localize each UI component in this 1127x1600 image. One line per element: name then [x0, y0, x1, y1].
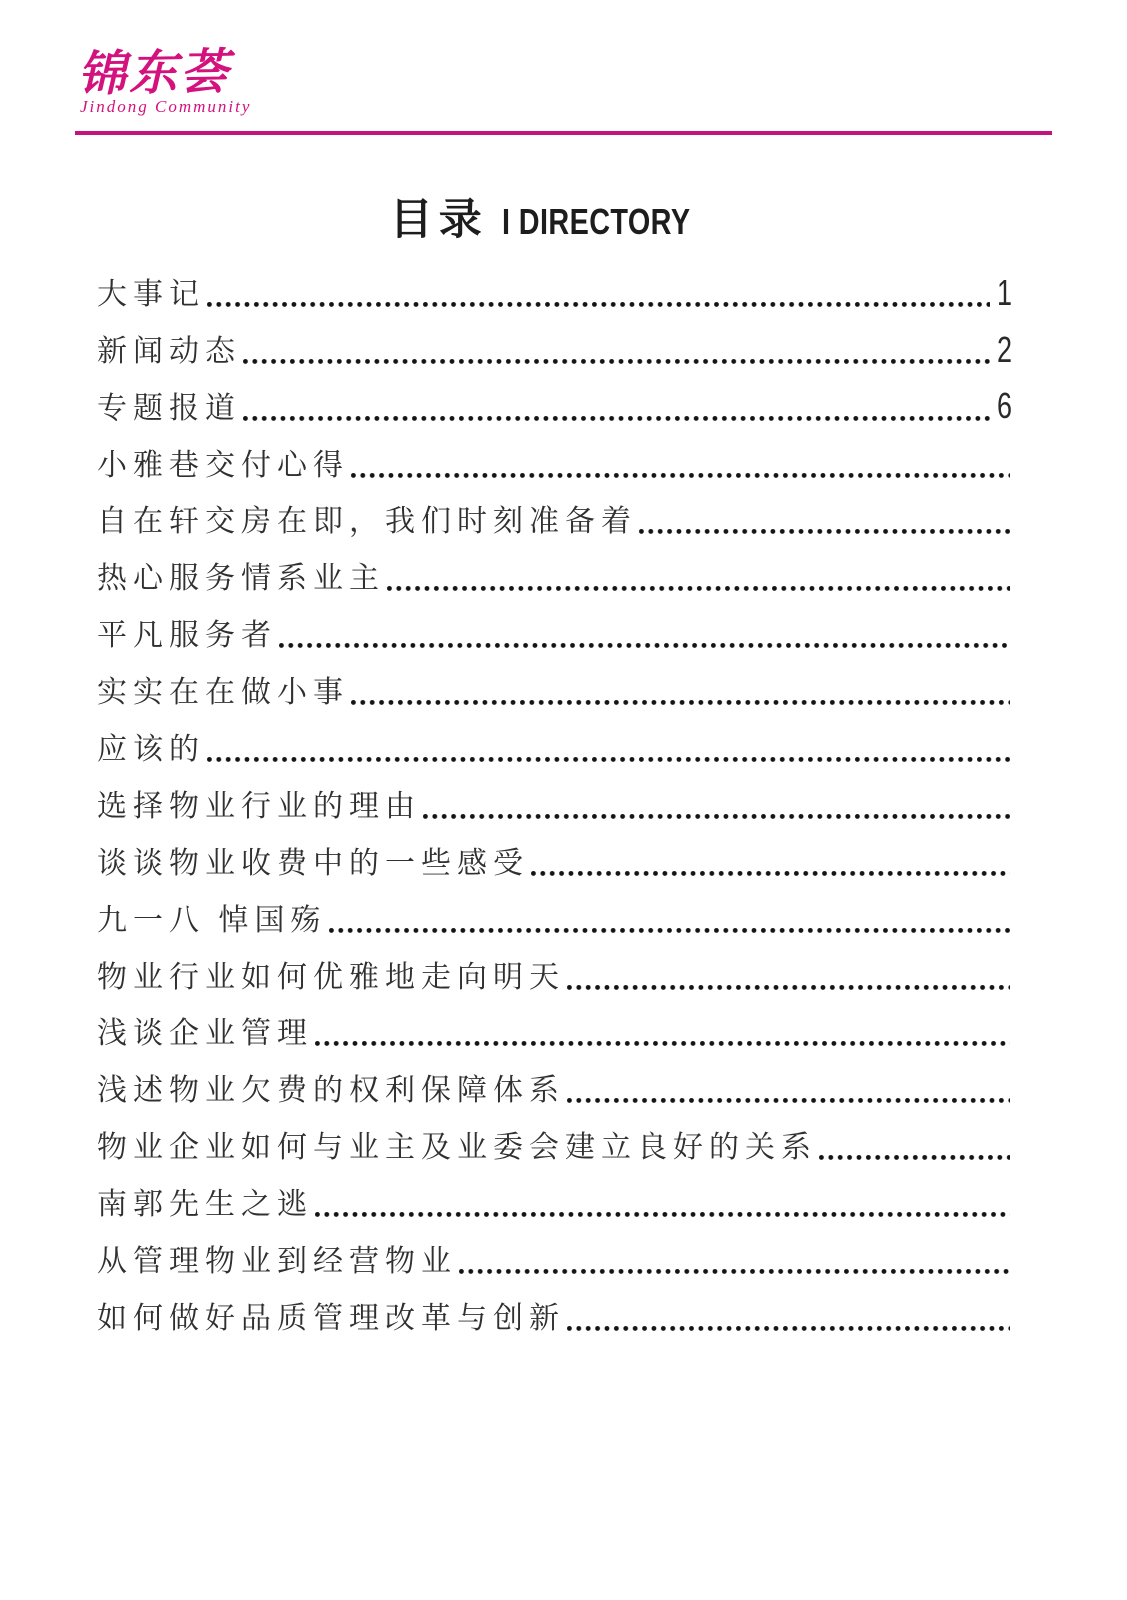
toc-dot-leader — [423, 814, 1010, 819]
toc-dot-leader — [819, 1155, 1010, 1160]
toc-dot-leader — [329, 928, 1011, 933]
toc-entry — [97, 431, 1012, 488]
toc-entry-label: 实实在在做小事 — [97, 676, 349, 710]
toc-entry — [97, 1000, 1012, 1057]
toc-entry-label: 九一八 悼国殇 — [97, 903, 327, 937]
toc-dot-leader — [531, 871, 1010, 876]
page-title-en: I DIRECTORY — [501, 201, 691, 242]
brand-logo-en: Jindong Community — [80, 96, 252, 116]
toc-dot-leader — [387, 586, 1010, 591]
toc-dot-leader — [639, 529, 1010, 534]
toc-dot-leader — [351, 473, 1010, 478]
toc-entry-label: 热心服务情系业主 — [97, 562, 385, 596]
toc-entry — [97, 374, 1012, 431]
page-title-cn: 目录 — [389, 196, 488, 244]
toc-entry-label: 从管理物业到经营物业 — [97, 1245, 457, 1279]
toc-dot-leader — [351, 700, 1010, 705]
toc-entry — [97, 829, 1012, 886]
toc-entry — [97, 488, 1012, 545]
toc-entry — [97, 943, 1012, 1000]
page-title — [0, 186, 1127, 247]
toc-entry-label: 谈谈物业收费中的一些感受 — [97, 846, 529, 880]
toc-page-number: 1 — [996, 271, 1012, 313]
toc-dot-leader — [243, 359, 990, 364]
toc-entry — [97, 544, 1012, 601]
toc-entry-label: 大事记 — [97, 277, 205, 311]
toc-entry-label: 如何做好品质管理改革与创新 — [97, 1301, 565, 1335]
toc-dot-leader — [567, 1098, 1010, 1103]
toc-entry — [97, 317, 1012, 374]
toc-entry — [97, 715, 1012, 772]
toc-entry-label: 自在轩交房在即，我们时刻准备着 — [97, 505, 637, 539]
header-divider — [75, 131, 1052, 135]
toc-entry — [97, 260, 1012, 317]
toc-entry-label: 浅述物业欠费的权利保障体系 — [97, 1074, 565, 1108]
toc-entry — [97, 772, 1012, 829]
toc-dot-leader — [207, 757, 1010, 762]
toc-entry-label: 物业企业如何与业主及业委会建立良好的关系 — [97, 1131, 817, 1165]
toc-entry — [97, 886, 1012, 943]
toc-dot-leader — [459, 1269, 1010, 1274]
toc-entry-label: 浅谈企业管理 — [97, 1017, 313, 1051]
toc-entry-label: 南郭先生之逃 — [97, 1188, 313, 1222]
toc-page-number: 6 — [996, 385, 1012, 427]
toc-dot-leader — [315, 1212, 1010, 1217]
toc-list — [97, 260, 1012, 1341]
toc-entry — [97, 658, 1012, 715]
toc-dot-leader — [207, 302, 990, 307]
toc-entry-label: 平凡服务者 — [97, 619, 277, 653]
toc-entry — [97, 1170, 1012, 1227]
brand-logo — [77, 45, 252, 117]
toc-entry-label: 新闻动态 — [97, 334, 241, 368]
toc-entry-label: 物业行业如何优雅地走向明天 — [97, 960, 565, 994]
toc-dot-leader — [279, 643, 1010, 648]
toc-entry-label: 专题报道 — [97, 391, 241, 425]
toc-dot-leader — [567, 1326, 1010, 1331]
toc-dot-leader — [567, 985, 1010, 990]
toc-entry-label: 应该的 — [97, 733, 205, 767]
brand-logo-cn: 锦东荟 — [77, 45, 232, 102]
toc-dot-leader — [243, 416, 990, 421]
toc-entry — [97, 1284, 1012, 1341]
toc-dot-leader — [315, 1041, 1010, 1046]
toc-entry-label: 选择物业行业的理由 — [97, 789, 421, 823]
toc-entry-label: 小雅巷交付心得 — [97, 448, 349, 482]
toc-entry — [97, 1113, 1012, 1170]
toc-page-number: 2 — [996, 328, 1012, 370]
toc-entry — [97, 1056, 1012, 1113]
toc-entry — [97, 601, 1012, 658]
toc-entry — [97, 1227, 1012, 1284]
